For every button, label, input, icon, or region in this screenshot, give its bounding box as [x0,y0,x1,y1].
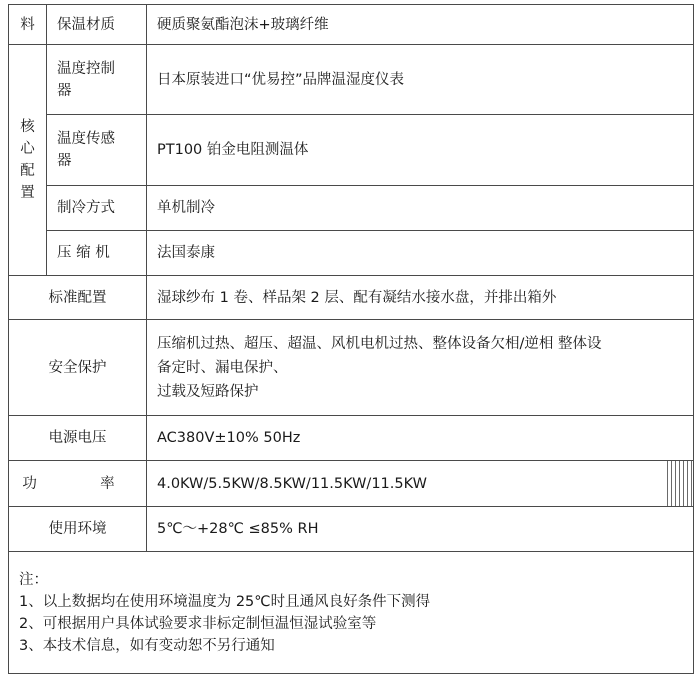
spec-table [8,4,694,674]
notes-heading: 注： [19,571,48,588]
value-standard-config: 湿球纱布 1 卷、样品架 2 层、配有凝结水接水盘，并排出箱外 [147,276,694,320]
safety-line: 压缩机过热、超压、超温、风机电机过热、整体设备欠相/逆相 整体设 [157,335,602,352]
value-safety [147,320,694,416]
label-cooling-method: 制冷方式 [47,186,147,231]
row-power-supply [9,416,694,461]
label-power [9,461,147,507]
note-item: 2、可根据用户具体试验要求非标定制恒温恒湿试验室等 [19,615,377,632]
row-temp-controller [9,45,694,115]
row-standard-config [9,276,694,320]
label-line: 器 [57,153,72,169]
label-power-supply: 电源电压 [9,416,147,461]
label-standard-config: 标准配置 [9,276,147,320]
label-compressor: 压 缩 机 [47,231,147,276]
value-temp-sensor: PT100 铂金电阻测温体 [147,115,694,186]
label-line: 器 [57,82,72,99]
category-char: 心 [20,141,35,157]
row-temp-sensor [9,115,694,186]
category-char: 核 [20,119,35,135]
value-power-supply: AC380V±10% 50Hz [147,416,694,461]
note-item: 1、以上数据均在使用环境温度为 25℃时且通风良好条件下测得 [19,593,431,610]
label-insulation-material: 保温材质 [47,5,147,45]
value-temp-controller: 日本原装进口“优易控”品牌温湿度仪表 [147,45,694,115]
label-temp-controller [47,45,147,115]
scroll-hatch [667,461,693,506]
category-core-config [9,45,47,276]
row-environment [9,507,694,552]
safety-line: 备定时、漏电保护、 [157,359,288,376]
label-line: 温度传感 [57,131,115,147]
notes-block [9,552,694,674]
row-notes [9,552,694,674]
safety-line: 过载及短路保护 [157,383,259,400]
category-char: 配 [20,163,35,179]
row-material [9,5,694,45]
label-safety: 安全保护 [9,320,147,416]
category-material: 料 [9,5,47,45]
value-insulation-material: 硬质聚氨酯泡沫+玻璃纤维 [147,5,694,45]
value-power-text: 4.0KW/5.5KW/8.5KW/11.5KW/11.5KW [157,475,427,492]
label-line: 温度控制 [57,60,115,77]
label-environment: 使用环境 [9,507,147,552]
value-cooling-method: 单机制冷 [147,186,694,231]
category-char: 置 [20,185,35,201]
label-power-text: 功 率 [22,475,133,492]
row-power [9,461,694,507]
value-power [147,461,694,507]
label-temp-sensor [47,115,147,186]
row-compressor [9,231,694,276]
value-compressor: 法国泰康 [147,231,694,276]
note-item: 3、本技术信息，如有变动恕不另行通知 [19,637,275,654]
row-safety [9,320,694,416]
value-environment: 5℃～+28℃ ≤85% RH [147,507,694,552]
row-cooling-method [9,186,694,231]
